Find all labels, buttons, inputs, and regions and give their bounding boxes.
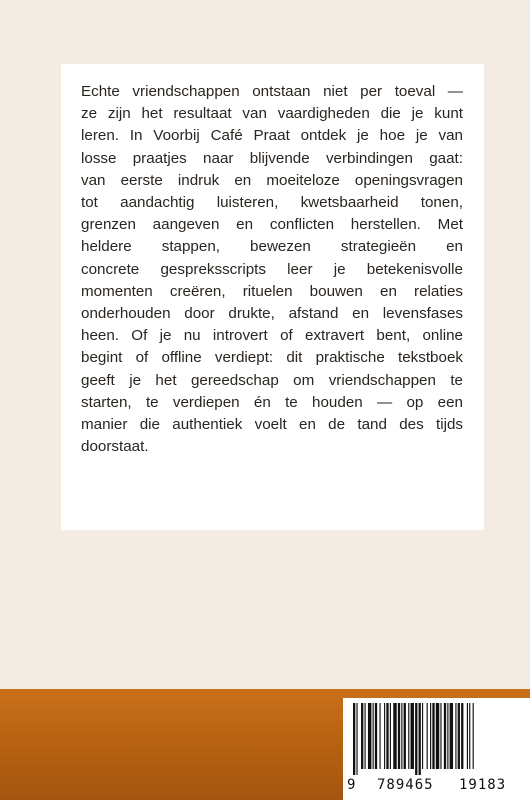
barcode-bar: [393, 703, 396, 769]
barcode-bar: [390, 703, 391, 769]
barcode-bar: [384, 703, 385, 769]
barcode-bar: [419, 703, 421, 775]
barcode-bar: [386, 703, 388, 769]
barcode-bar: [440, 703, 441, 769]
barcode-bar: [375, 703, 377, 769]
blurb-line: leren. In Voorbij Café Praat ontdek je hoe je van: [81, 127, 463, 145]
barcode-digits: [347, 777, 527, 795]
blurb-line: grenzen aangeven en conflicten herstellen. Met: [81, 216, 463, 234]
barcode-digits-left: 789465: [377, 777, 434, 793]
blurb-line: manier die authentiek voelt en de tand des tijds: [81, 416, 463, 434]
barcode-bar: [404, 703, 406, 769]
barcode-bar: [469, 703, 470, 769]
isbn-barcode: [343, 698, 530, 800]
barcode-bar: [353, 703, 355, 775]
blurb-line: tot aandachtig luisteren, kwetsbaarheid tonen,: [81, 194, 463, 212]
blurb-line: heldere stappen, bewezen strategieën en: [81, 238, 463, 256]
barcode-bar: [365, 703, 366, 769]
barcode-bar: [450, 703, 453, 769]
barcode-bar: [408, 703, 409, 769]
barcode-bar: [458, 703, 460, 769]
barcode-digits-right: 19183: [459, 777, 507, 793]
blurb-line: begint of offline verdiept: dit praktische tekstboek: [81, 349, 463, 367]
barcode-bar: [444, 703, 446, 769]
barcode-bar: [411, 703, 414, 769]
blurb-line: concrete gespreksscripts leer je betekenisvolle: [81, 260, 463, 278]
barcode-bar: [401, 703, 402, 769]
barcode-bar: [361, 703, 363, 769]
barcode-bar: [461, 703, 463, 769]
blurb-line: losse praatjes naar blijvende verbindingen gaat:: [81, 149, 463, 167]
barcode-bar: [473, 703, 474, 769]
barcode-bar: [398, 703, 400, 769]
blurb-line: starten, te verdiepen én te houden — op een: [81, 393, 463, 411]
barcode-bar: [447, 703, 448, 769]
blurb-line: van eerste indruk en moeiteloze openingsvragen: [81, 171, 463, 189]
barcode-bar: [415, 703, 417, 775]
barcode-bars: [349, 703, 519, 775]
blurb-line: Echte vriendschappen ontstaan niet per toeval —: [81, 83, 463, 100]
blurb-line: ze zijn het resultaat van vaardigheden die je kunt: [81, 105, 463, 123]
barcode-bar: [467, 703, 468, 769]
barcode-bar: [368, 703, 371, 769]
barcode-bar: [430, 703, 431, 769]
blurb-line: doorstaat.: [81, 438, 149, 456]
barcode-bar: [379, 703, 380, 769]
barcode-bar: [422, 703, 423, 769]
blurb-line: heen. Of je nu introvert of extravert bent, online: [81, 327, 463, 345]
barcode-bar: [373, 703, 374, 769]
barcode-bar: [455, 703, 456, 769]
barcode-bar: [427, 703, 428, 769]
blurb-text: [81, 81, 463, 458]
blurb-panel: [61, 64, 484, 530]
barcode-bar: [436, 703, 439, 769]
blurb-line: onderhouden door drukte, afstand en levensfases: [81, 305, 463, 323]
barcode-bar: [356, 703, 357, 775]
barcode-bar: [432, 703, 434, 769]
barcode-digit-first: 9: [347, 777, 356, 793]
blurb-line: geeft je het gereedschap om vriendschappen te: [81, 371, 463, 389]
blurb-line: momenten creëren, rituelen bouwen en relaties: [81, 282, 463, 300]
